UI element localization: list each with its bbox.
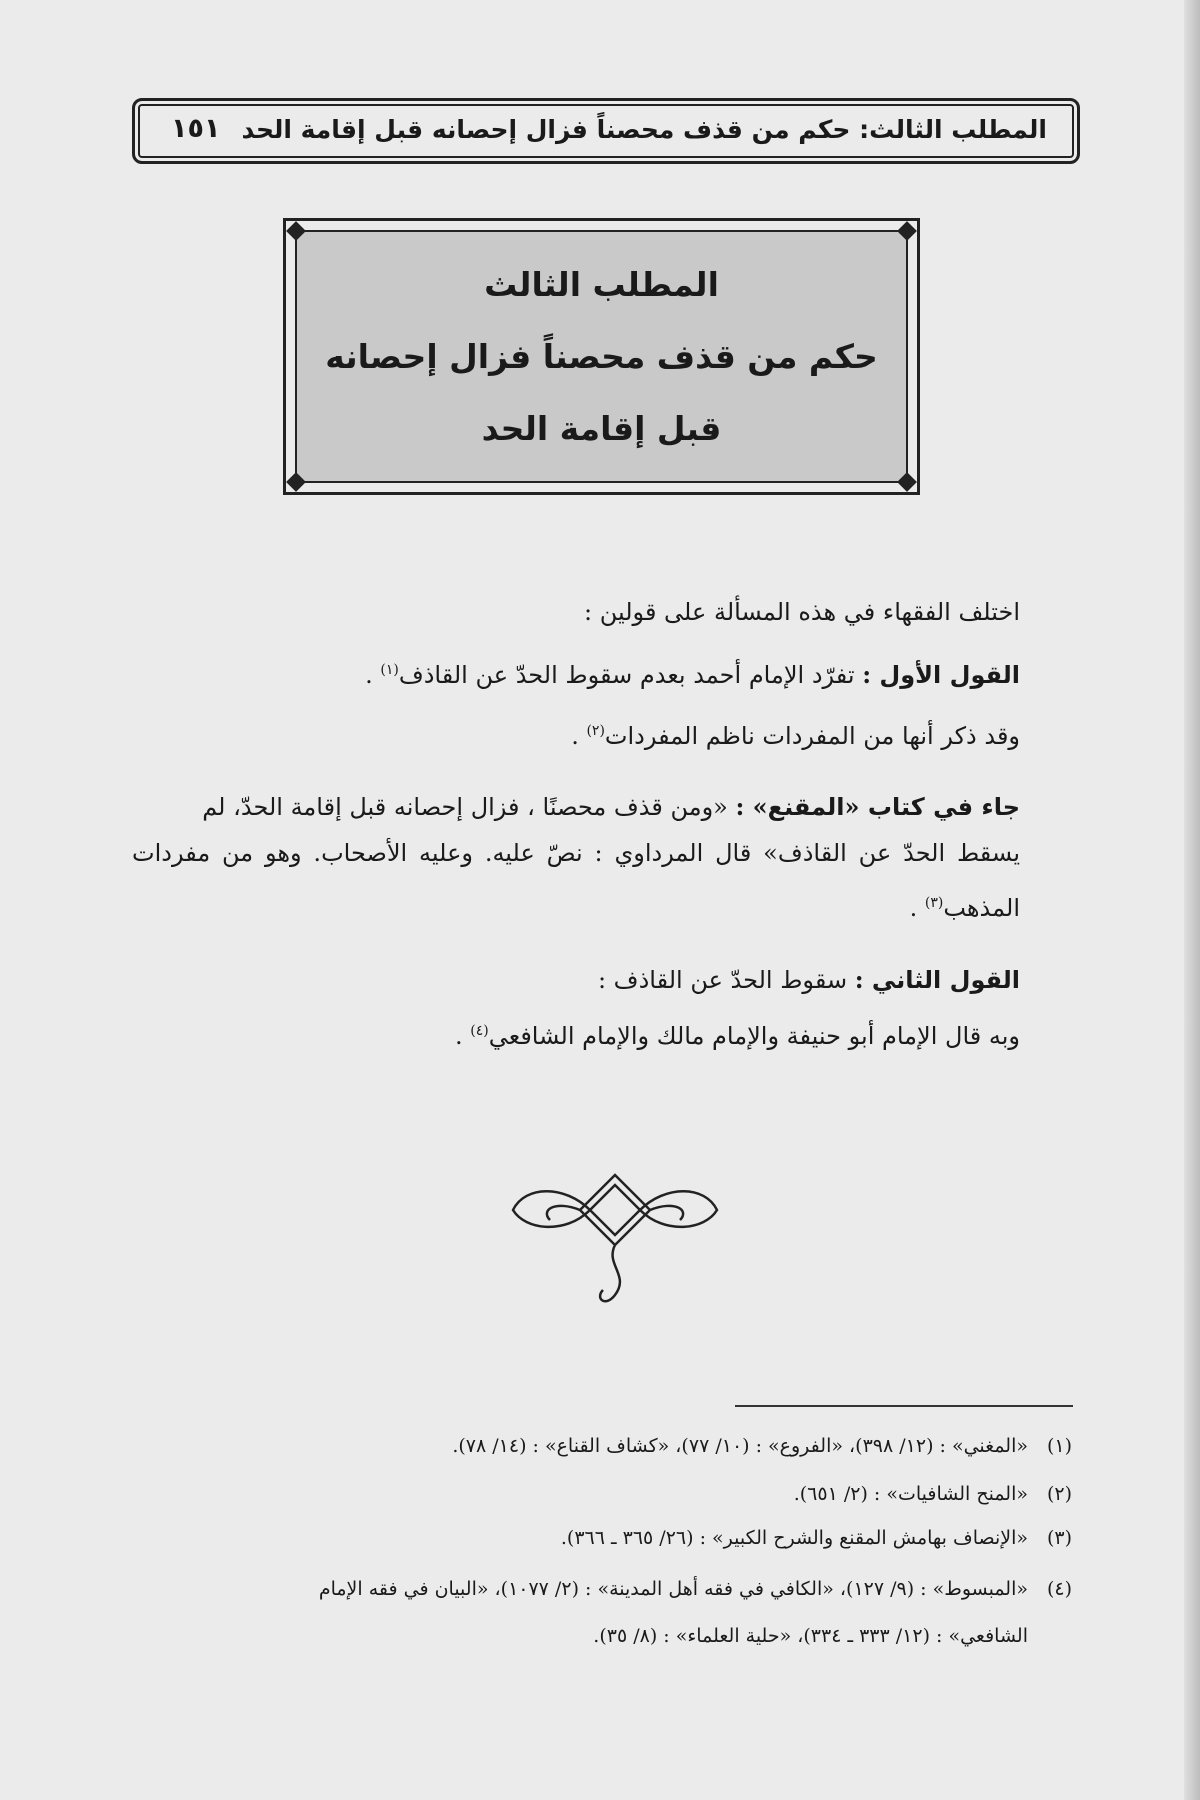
section-title-line2: حكم من قذف محصناً فزال إحصانه: [325, 336, 878, 376]
section-title-line1: المطلب الثالث: [484, 264, 719, 304]
footnote-ref[interactable]: (٢): [586, 723, 605, 739]
quote-label: جاء في كتاب «المقنع» :: [735, 792, 1020, 821]
footnote-number: (٣): [1046, 1527, 1072, 1549]
second-opinion-note-text: وبه قال الإمام أبو حنيفة والإمام مالك والإمام الشافعي: [488, 1022, 1020, 1050]
footnote-number: (٢): [1046, 1483, 1072, 1505]
quote-line-2: يسقط الحدّ عن القاذف» قال المرداوي : نصّ عليه. وعليه الأصحاب. وهو من مفردات: [132, 839, 1021, 867]
footnote-text: «المنح الشافيات» : (٢/ ٦٥١).: [793, 1483, 1028, 1505]
first-opinion-note: وقد ذكر أنها من المفردات ناظم المفردات$^{(٢)}$ .: [571, 722, 1020, 750]
footnote-2: [794, 1483, 1072, 1505]
page-edge-shadow: [1184, 0, 1200, 1800]
first-opinion-label: القول الأول :: [862, 660, 1020, 689]
section-end-ornament-icon: [505, 1170, 725, 1315]
intro-paragraph: اختلف الفقهاء في هذه المسألة على قولين :: [584, 598, 1020, 626]
footnote-4: [319, 1578, 1072, 1600]
section-title-line3: قبل إقامة الحد: [481, 408, 722, 448]
quote-text-1: «ومن قذف محصنًا ، فزال إحصانه قبل إقامة الحدّ، لم: [202, 793, 736, 821]
quote-line-1: [202, 792, 1020, 821]
first-opinion-note-text: وقد ذكر أنها من المفردات ناظم المفردات: [604, 722, 1020, 750]
second-opinion-text: سقوط الحدّ عن القاذف :: [597, 966, 855, 994]
footnote-4-continued: الشافعي» : (١٢/ ٣٣٣ ـ ٣٣٤)، «حلية العلماء» : (٨/ ٣٥).: [593, 1625, 1028, 1647]
footnote-1: [452, 1435, 1072, 1457]
footnote-text: «المبسوط» : (٩/ ١٢٧)، «الكافي في فقه أهل المدينة» : (٢/ ١٠٧٧)، «البيان في فقه الإمام: [318, 1578, 1028, 1600]
footnote-text: «المغني» : (١٢/ ٣٩٨)، «الفروع» : (١٠/ ٧٧)، «كشاف القناع» : (١٤/ ٧٨).: [452, 1435, 1028, 1457]
footnote-ref[interactable]: (٤): [470, 1023, 489, 1039]
footnote-3: [561, 1527, 1072, 1549]
running-title: المطلب الثالث: حكم من قذف محصناً فزال إحصانه قبل إقامة الحد: [241, 115, 1047, 144]
footnote-number: (٤): [1046, 1578, 1072, 1600]
body-text: [132, 0, 1020, 1100]
quote-text-3: المذهب: [943, 894, 1020, 922]
footnote-separator: [735, 1405, 1073, 1407]
footnote-ref[interactable]: (١): [380, 662, 399, 678]
second-opinion-note: وبه قال الإمام أبو حنيفة والإمام مالك والإمام الشافعي$^{(٤)}$ .: [455, 1022, 1020, 1050]
footnote-number: (١): [1046, 1435, 1072, 1457]
quote-line-3: المذهب$^{(٣)}$ .: [909, 894, 1020, 922]
page-number: ١٥١: [171, 113, 221, 144]
first-opinion: القول الأول : تفرّد الإمام أحمد بعدم سقوط الحدّ عن القاذف$^{(١)}$ .: [365, 660, 1020, 689]
footnote-text: «الإنصاف بهامش المقنع والشرح الكبير» : (٢٦/ ٣٦٥ ـ ٣٦٦).: [560, 1527, 1028, 1549]
footnote-ref[interactable]: (٣): [924, 895, 944, 911]
first-opinion-text: تفرّد الإمام أحمد بعدم سقوط الحدّ عن القاذف: [398, 661, 863, 689]
second-opinion: [598, 965, 1020, 994]
second-opinion-label: القول الثاني :: [854, 965, 1020, 994]
